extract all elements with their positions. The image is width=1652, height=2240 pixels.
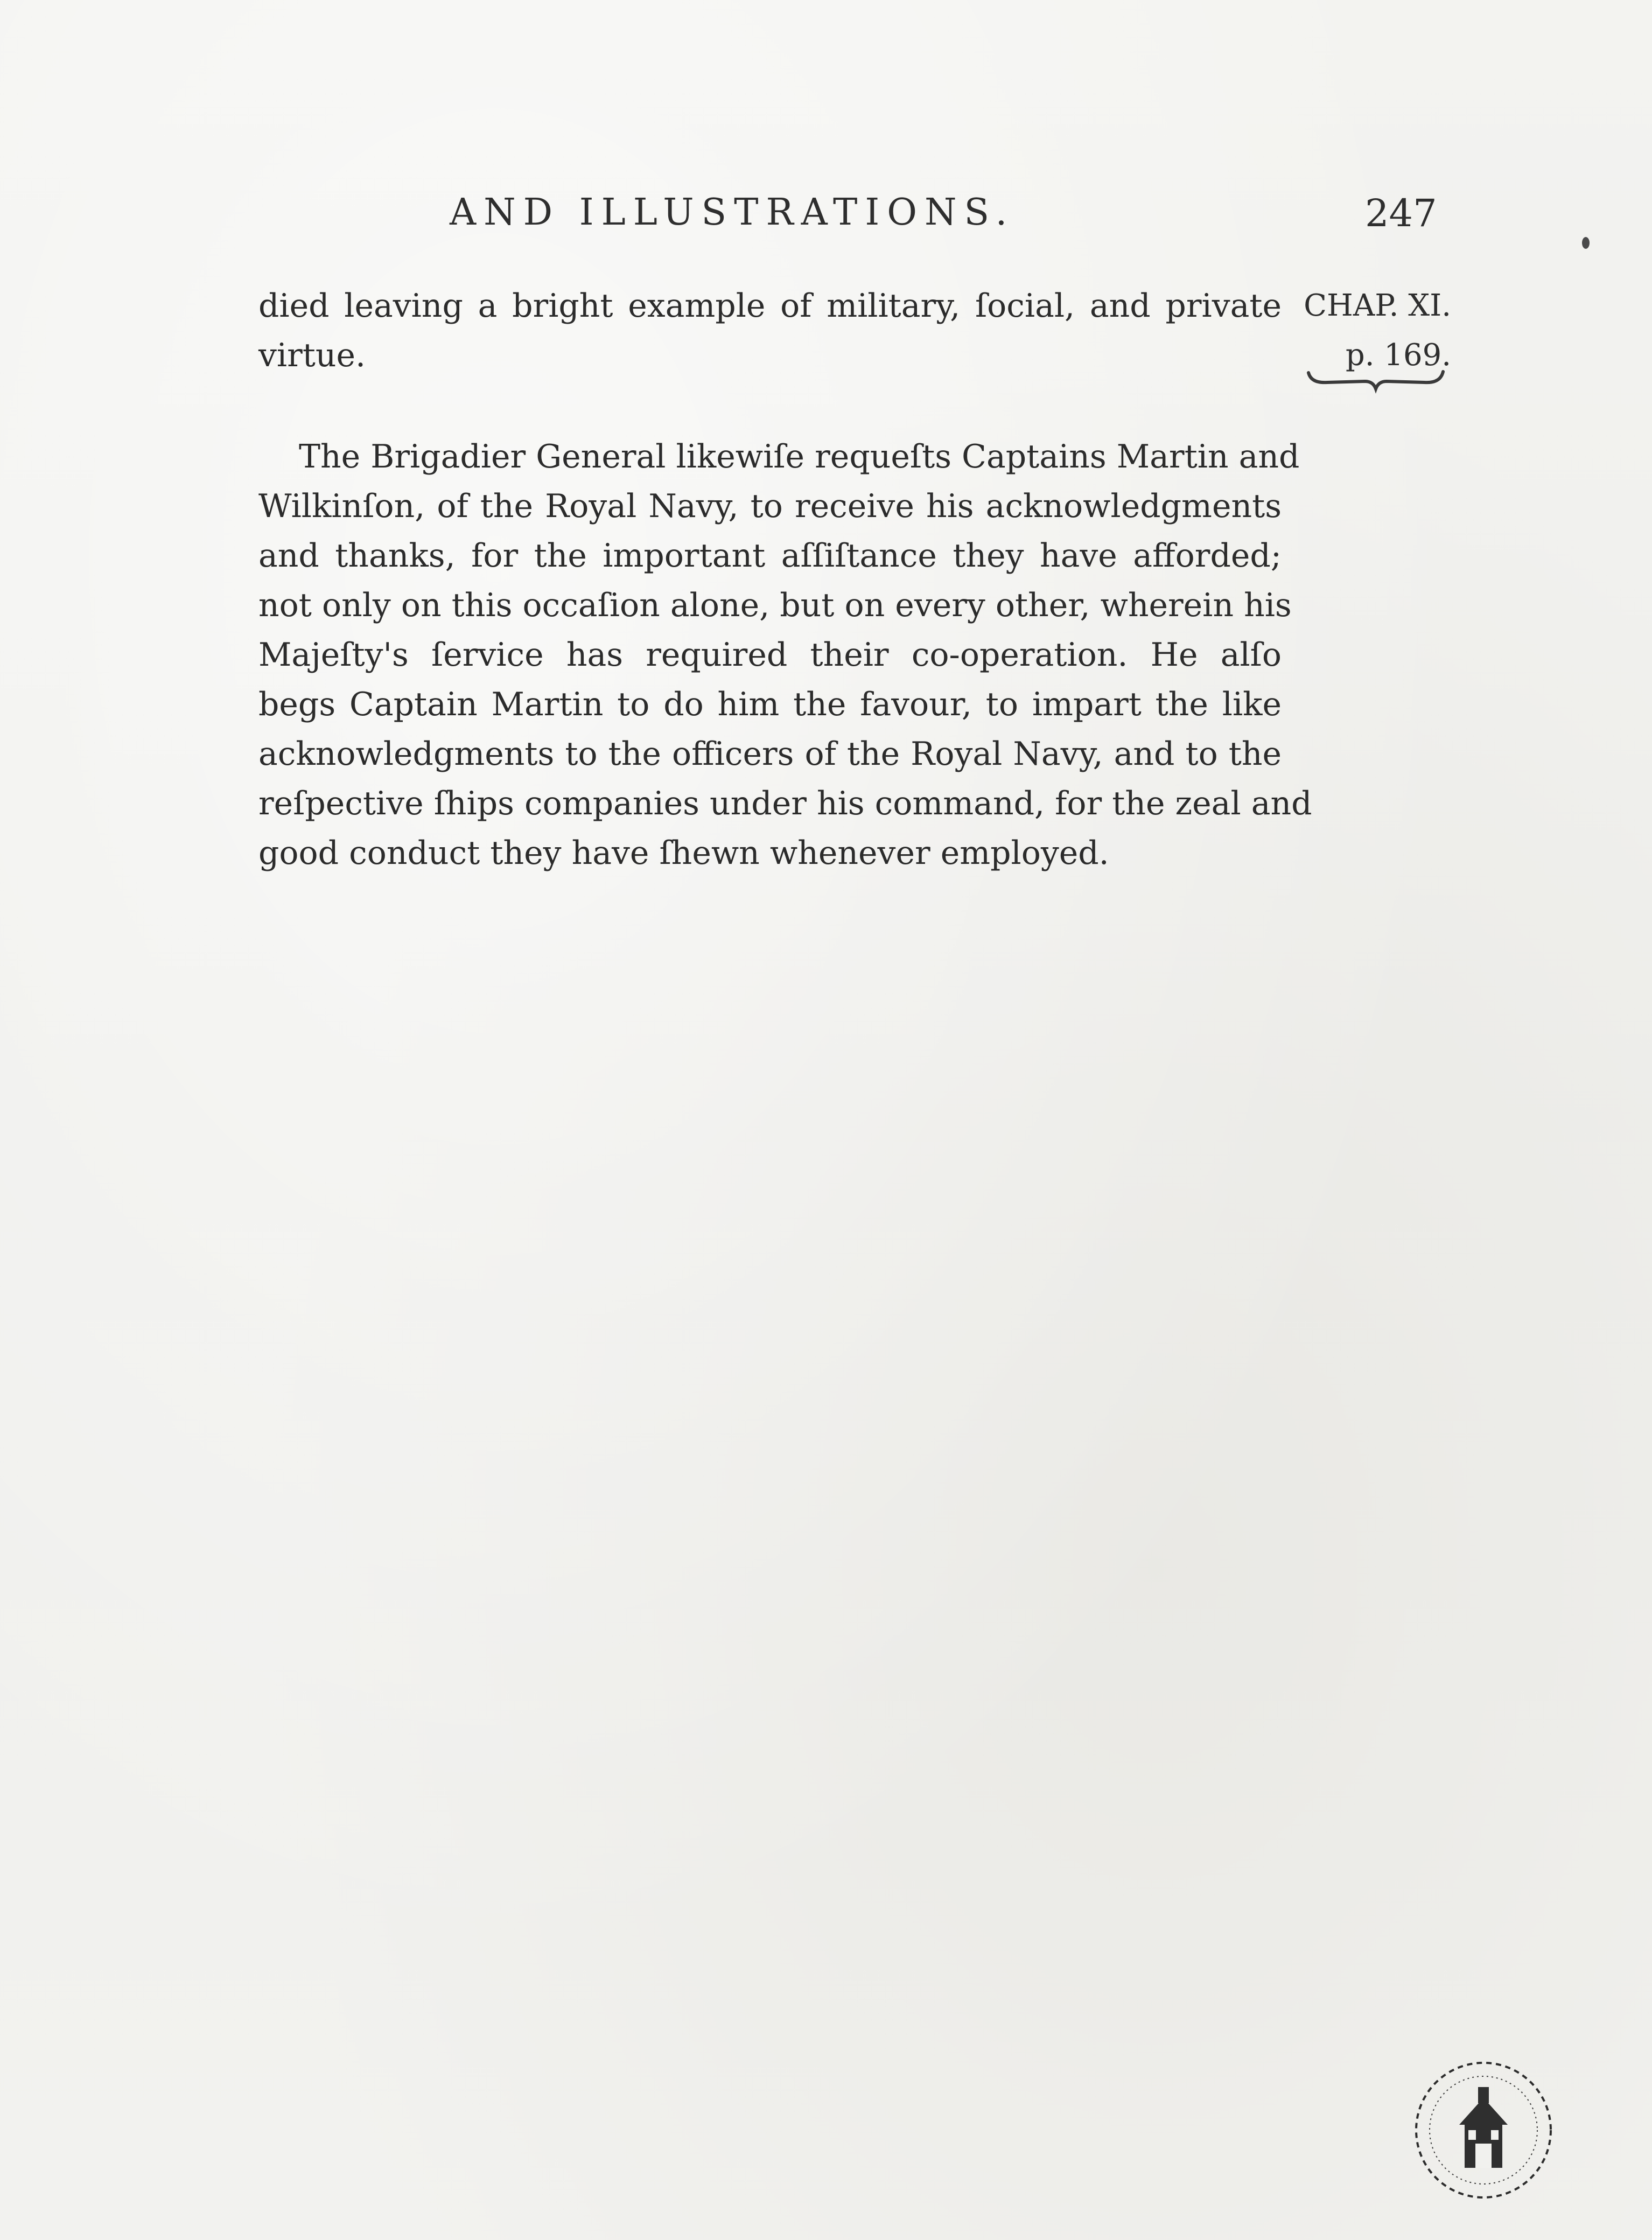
- ink-speck: [1582, 237, 1590, 249]
- margin-note-page-ref: p. 169.: [1345, 338, 1451, 373]
- text-line: Majeſty's ſervice has required their co-operation. He alſo: [258, 636, 1282, 674]
- page-number: 247: [1365, 191, 1437, 235]
- text-line: The Brigadier General likewiſe requeſts Captains Martin and: [299, 438, 1300, 476]
- library-stamp-icon: [1408, 2055, 1559, 2206]
- text-line: begs Captain Martin to do him the favour, to impart the like: [258, 686, 1282, 723]
- text-line: virtue.: [258, 337, 366, 374]
- text-line: good conduct they have ſhewn whenever employed.: [258, 834, 1109, 872]
- text-line: died leaving a bright example of military, ſocial, and private: [258, 287, 1282, 325]
- paragraph-2: [258, 432, 1312, 878]
- margin-note: [1290, 281, 1451, 380]
- text-line: not only on this occaſion alone, but on every other, wherein his: [258, 587, 1292, 624]
- paragraph-1: [258, 281, 1282, 380]
- running-title: AND ILLUSTRATIONS.: [450, 191, 1015, 234]
- text-line: acknowledgments to the officers of the Royal Navy, and to the: [258, 735, 1282, 773]
- margin-note-chapter: CHAP. XI.: [1304, 288, 1451, 323]
- text-line: reſpective ſhips companies under his command, for the zeal and: [258, 785, 1312, 822]
- brace-icon: [1306, 366, 1446, 399]
- text-line: Wilkinſon, of the Royal Navy, to receive his acknowledgments: [258, 487, 1282, 525]
- text-line: and thanks, for the important aſſiſtance they have afforded;: [258, 537, 1282, 575]
